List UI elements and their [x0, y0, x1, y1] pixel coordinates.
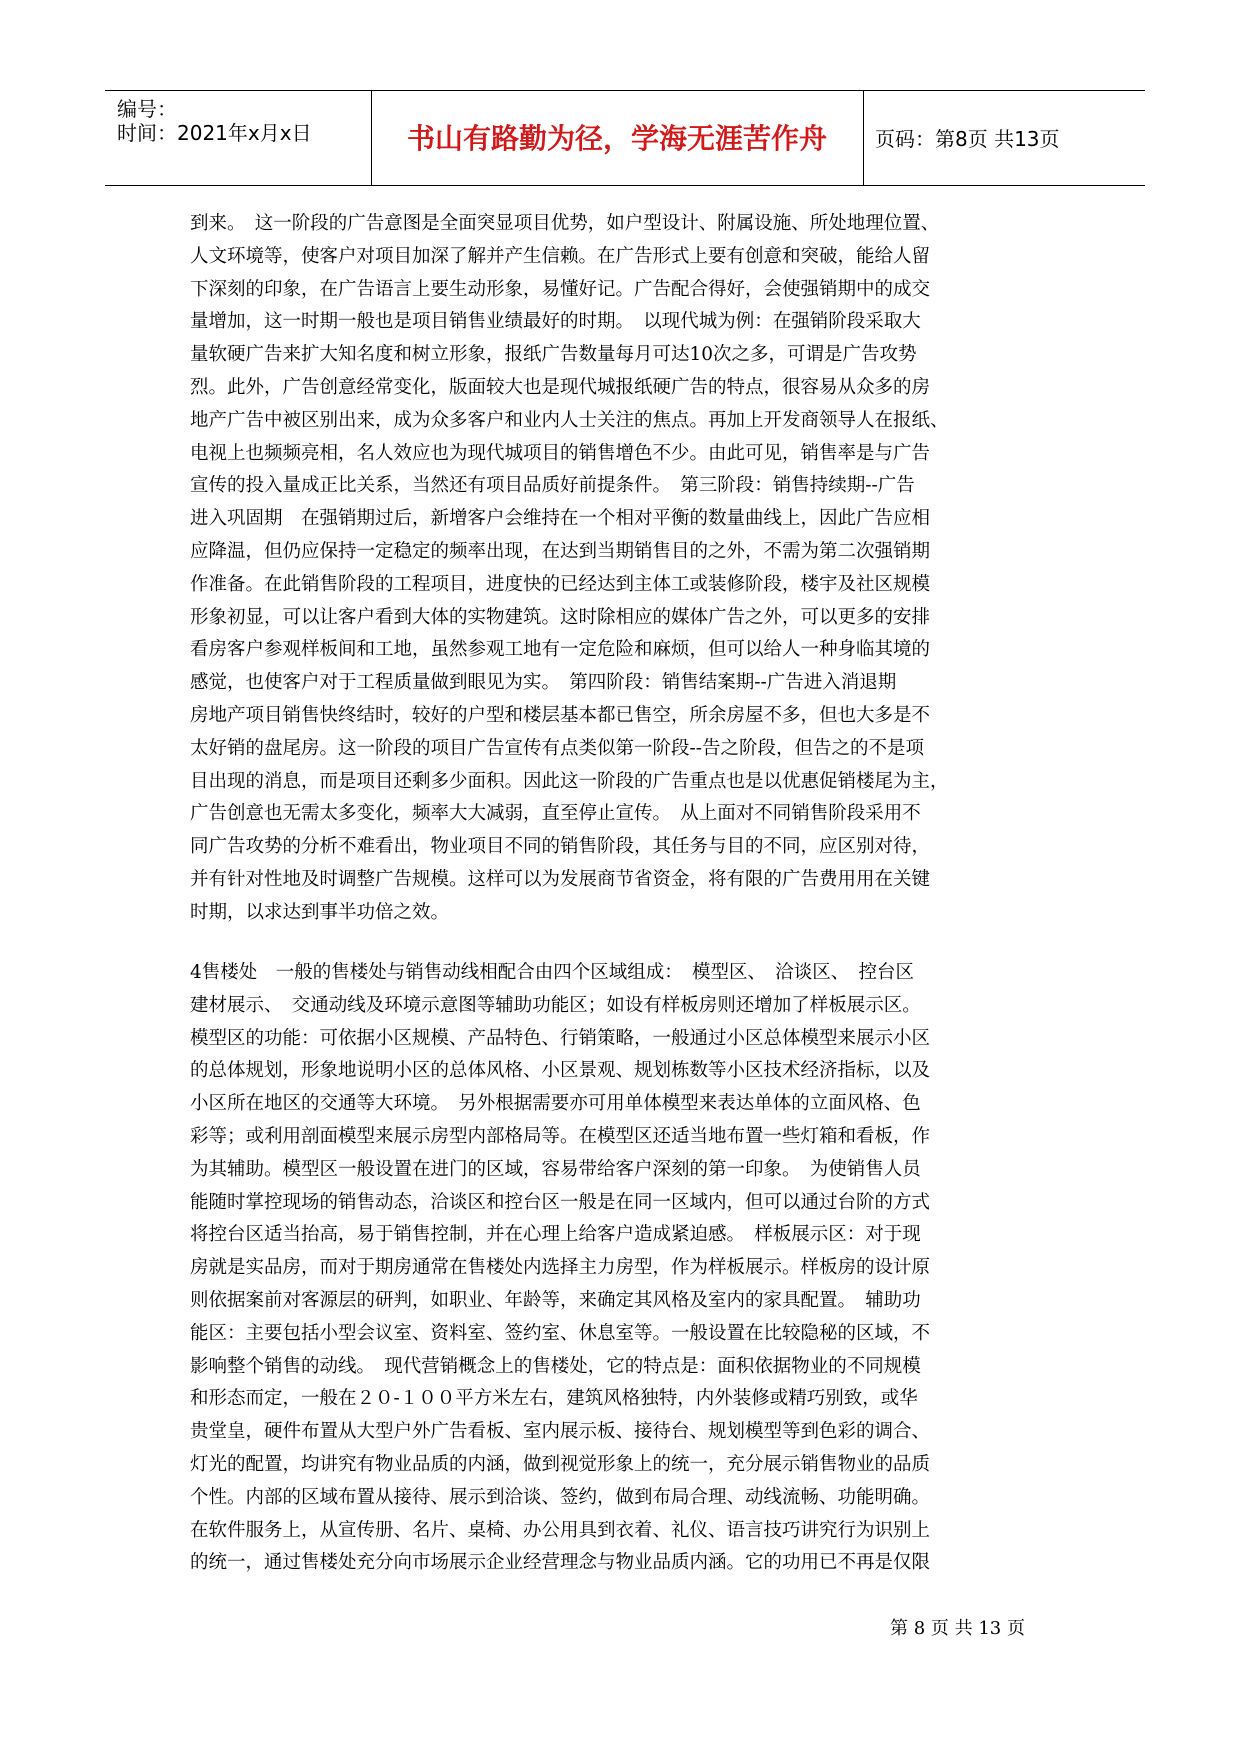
text-line: 量增加，这一时期一般也是项目销售业绩最好的时期。 以现代城为例：在强销阶段采取大 — [190, 311, 921, 333]
text-line: 个性。内部的区域布置从接待、展示到洽谈、签约，做到布局合理、动线流畅、功能明确。 — [190, 1486, 931, 1508]
header-motto-cell — [371, 91, 864, 185]
text-line: 房就是实品房，而对于期房通常在售楼处内选择主力房型，作为样板展示。样板房的设计原 — [190, 1257, 931, 1279]
text-line: 彩等；或利用剖面模型来展示房型内部格局等。在模型区还适当地布置一些灯箱和看板，作 — [190, 1125, 931, 1147]
text-line: 太好销的盘尾房。这一阶段的项目广告宣传有点类似第一阶段--告之阶段，但告之的不是项 — [190, 737, 925, 759]
text-line: 4售楼处 一般的售楼处与销售动线相配合由四个区域组成： 模型区、 洽谈区、 控台区 — [190, 962, 915, 983]
text-line: 广告创意也无需太多变化，频率大大减弱，直至停止宣传。 从上面对不同销售阶段采用不 — [190, 803, 921, 825]
text-line: 贵堂皇，硬件布置从大型户外广告看板、室内展示板、接待台、规划模型等到色彩的调合、 — [190, 1421, 931, 1443]
header-motto: 书山有路勤为径，学海无涯苦作舟 — [406, 122, 827, 155]
text-line: 看房客户参观样板间和工地，虽然参观工地有一定危险和麻烦，但可以给人一种身临其境的 — [190, 639, 931, 661]
text-line: 电视上也频频亮相，名人效应也为现代城项目的销售增色不少。由此可见，销售率是与广告 — [190, 442, 931, 464]
text-line: 模型区的功能：可依据小区规模、产品特色、行销策略，一般通过小区总体模型来展示小区 — [190, 1027, 931, 1049]
text-line: 时期，以求达到事半功倍之效。 — [190, 901, 450, 923]
text-line: 烈。此外，广告创意经常变化，版面较大也是现代城报纸硬广告的特点，很容易从众多的房 — [190, 376, 931, 398]
text-line: 的统一，通过售楼处充分向市场展示企业经营理念与物业品质内涵。它的功用已不再是仅限 — [190, 1552, 931, 1574]
text-line: 进入巩固期 在强销期过后，新增客户会维持在一个相对平衡的数量曲线上，因此广告应相 — [190, 508, 931, 530]
header-info-cell — [105, 91, 372, 185]
document-number-label: 编号： — [117, 97, 177, 121]
text-line: 到来。 这一阶段的广告意图是全面突显项目优势，如户型设计、附属设施、所处地理位置、 — [190, 213, 940, 234]
text-line: 为其辅助。模型区一般设置在进门的区域，容易带给客户深刻的第一印象。 为使销售人员 — [190, 1158, 921, 1180]
text-line: 同广告攻势的分析不难看出，物业项目不同的销售阶段，其任务与目的不同，应区别对待， — [190, 836, 931, 858]
text-line: 宣传的投入量成正比关系，当然还有项目品质好前提条件。 第三阶段：销售持续期--广告 — [190, 475, 915, 497]
text-line: 人文环境等，使客户对项目加深了解并产生信赖。在广告形式上要有创意和突破，能给人留 — [190, 245, 931, 267]
text-line: 和形态而定，一般在２０-１００平方米左右，建筑风格独特，内外装修或精巧别致，或华 — [190, 1388, 918, 1410]
text-line: 作准备。在此销售阶段的工程项目，进度快的已经达到主体工或装修阶段，楼宇及社区规模 — [190, 573, 931, 595]
page-footer: 第 8 页 共 13 页 — [890, 1618, 1025, 1639]
text-line: 能随时掌控现场的销售动态，洽谈区和控台区一般是在同一区域内，但可以通过台阶的方式 — [190, 1191, 931, 1213]
text-line: 将控台区适当抬高，易于销售控制，并在心理上给客户造成紧迫感。 样板展示区：对于现 — [190, 1224, 921, 1246]
text-line: 灯光的配置，均讲究有物业品质的内涵，做到视觉形象上的统一，充分展示销售物业的品质 — [190, 1453, 931, 1475]
text-line: 影响整个销售的动线。 现代营销概念上的售楼处，它的特点是：面积依据物业的不同规模 — [190, 1355, 921, 1377]
header-page-cell — [863, 91, 1145, 185]
paragraph-sales-office — [190, 957, 1060, 1580]
text-line: 能区：主要包括小型会议室、资料室、签约室、休息室等。一般设置在比较隐秘的区域，不 — [190, 1322, 931, 1344]
text-line: 形象初显，可以让客户看到大体的实物建筑。这时除相应的媒体广告之外，可以更多的安排 — [190, 606, 931, 628]
text-line: 量软硬广告来扩大知名度和树立形象，报纸广告数量每月可达10次之多，可谓是广告攻势 — [190, 344, 917, 366]
text-line: 感觉，也使客户对于工程质量做到眼见为实。 第四阶段：销售结案期--广告进入消退期 — [190, 672, 897, 694]
text-line: 小区所在地区的交通等大环境。 另外根据需要亦可用单体模型来表达单体的立面风格、色 — [190, 1093, 921, 1115]
paragraph-sales-stages — [190, 208, 1060, 930]
text-line: 在软件服务上，从宣传册、名片、桌椅、办公用具到衣着、礼仪、语言技巧讲究行为识别上 — [190, 1519, 931, 1541]
text-line: 地产广告中被区别出来，成为众多客户和业内人士关注的焦点。再加上开发商领导人在报纸、 — [190, 409, 949, 431]
text-line: 的总体规划，形象地说明小区的总体风格、小区景观、规划栋数等小区技术经济指标，以及 — [190, 1060, 931, 1082]
text-line: 目出现的消息，而是项目还剩多少面积。因此这一阶段的广告重点也是以优惠促销楼尾为主， — [190, 770, 949, 792]
text-line: 应降温，但仍应保持一定稳定的频率出现，在达到当期销售目的之外，不需为第二次强销期 — [190, 540, 931, 562]
text-line: 下深刻的印象，在广告语言上要生动形象，易懂好记。广告配合得好，会使强销期中的成交 — [190, 278, 931, 300]
document-time-label: 时间：2021年x月x日 — [117, 121, 312, 145]
text-line: 建材展示、 交通动线及环境示意图等辅助功能区；如设有样板房则还增加了样板展示区。 — [190, 994, 921, 1016]
page-header — [105, 90, 1145, 186]
text-line: 房地产项目销售快终结时，较好的户型和楼层基本都已售空，所余房屋不多，但也大多是不 — [190, 704, 931, 726]
text-line: 则依据案前对客源层的研判，如职业、年龄等，来确定其风格及室内的家具配置。 辅助功 — [190, 1289, 921, 1311]
text-line: 并有针对性地及时调整广告规模。这样可以为发展商节省资金，将有限的广告费用用在关键 — [190, 868, 931, 890]
header-page-number: 页码：第8页 共13页 — [875, 127, 1060, 151]
